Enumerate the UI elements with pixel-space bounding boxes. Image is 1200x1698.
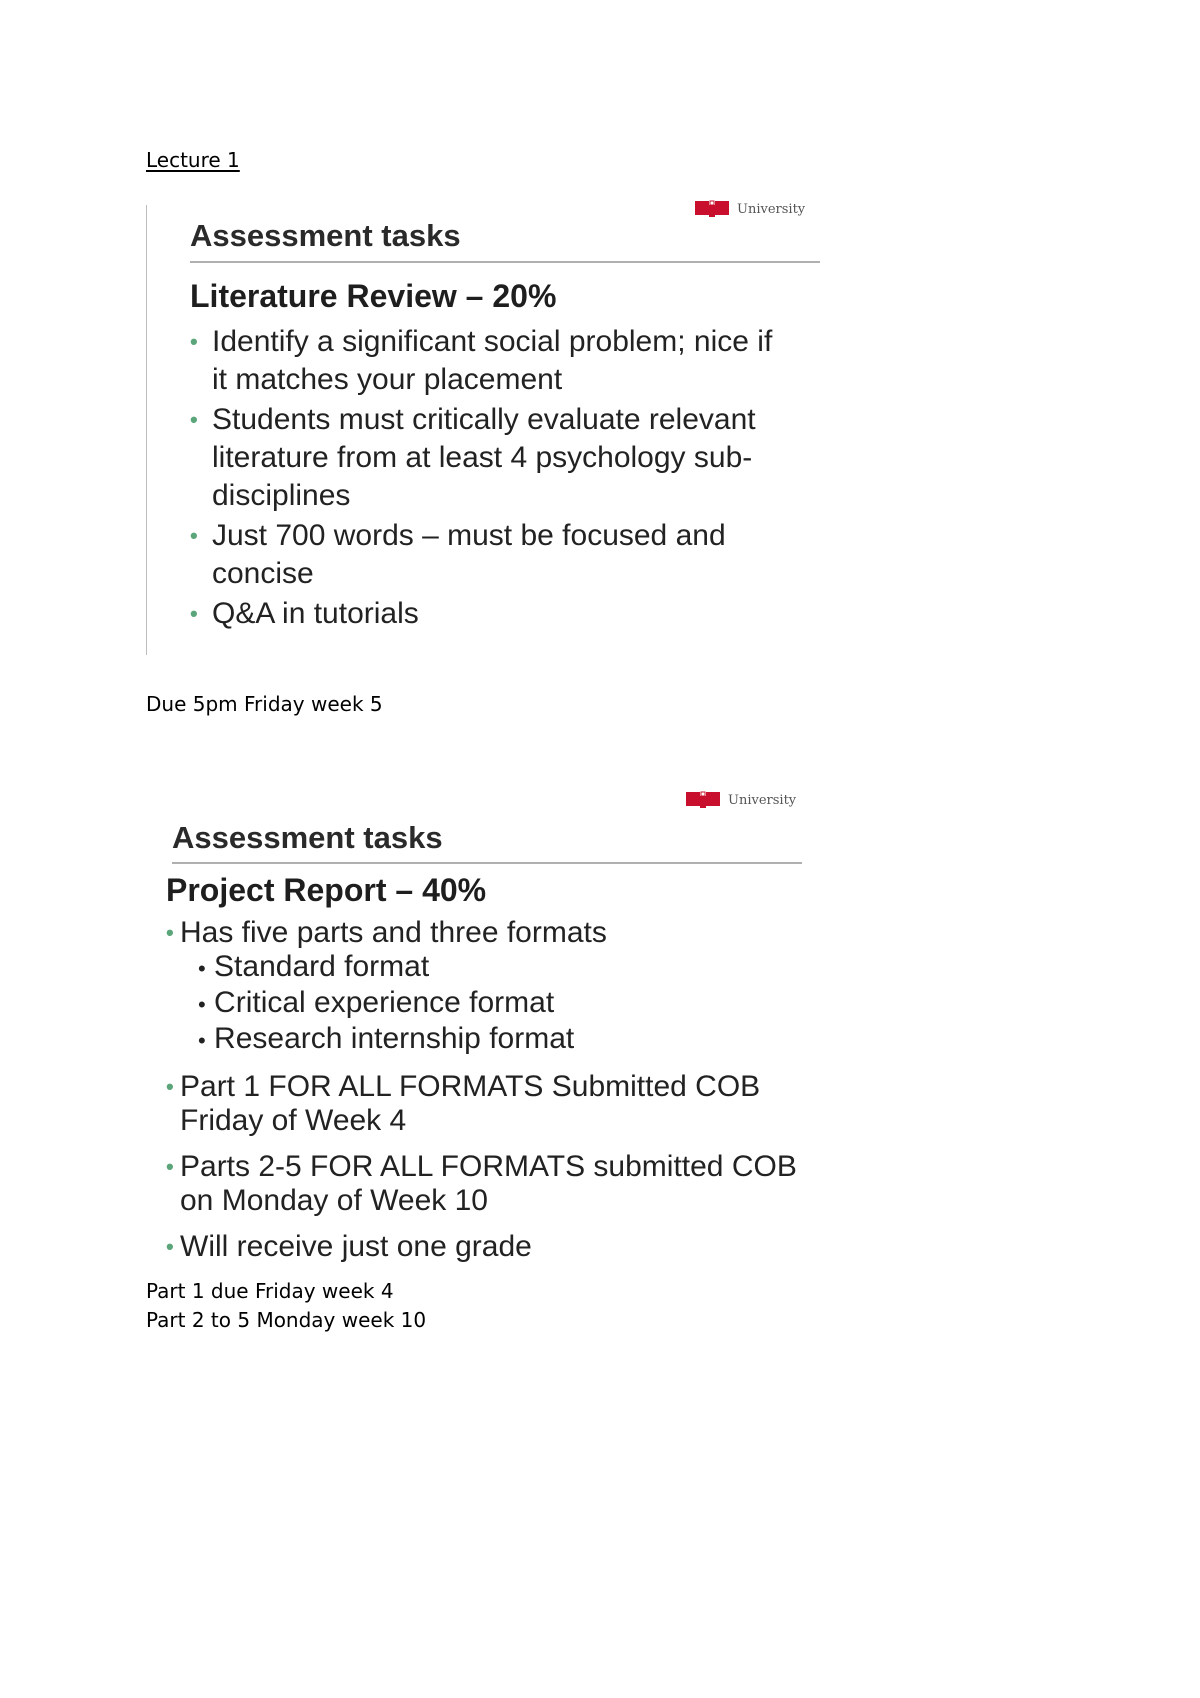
bullet-list: [190, 323, 772, 635]
list-item: [190, 517, 772, 593]
slide-project-report: [150, 790, 830, 1265]
logo-text: University: [737, 201, 806, 217]
sub-list-item: [166, 1022, 797, 1058]
title-divider: [190, 261, 820, 263]
bullet-line: Identify a significant social problem; nice if: [212, 325, 773, 358]
bullet-line: Part 1 FOR ALL FORMATS Submitted COB: [180, 1070, 761, 1103]
bullet-line: Q&A in tutorials: [212, 597, 419, 630]
slide-title: Assessment tasks: [172, 820, 443, 855]
university-logo: [686, 790, 796, 810]
bullet-icon: •: [166, 1234, 174, 1259]
list-item: [166, 1230, 797, 1264]
list-item: [166, 916, 797, 950]
slide-subtitle: Literature Review – 20%: [190, 278, 557, 314]
list-item: [190, 401, 772, 515]
bullet-icon: •: [166, 1074, 174, 1099]
list-item: [190, 323, 772, 399]
university-crest-icon: [695, 199, 729, 219]
bullet-list: [166, 916, 797, 1276]
bullet-line: Has five parts and three formats: [180, 916, 607, 949]
sub-list-item: [166, 986, 797, 1022]
due-note-parts-2-5: Part 2 to 5 Monday week 10: [146, 1308, 427, 1332]
sub-list-container: [166, 950, 797, 1058]
bullet-line: literature from at least 4 psychology sub-: [212, 441, 753, 474]
slide-title: Assessment tasks: [190, 218, 461, 253]
bullet-icon: •: [190, 601, 198, 626]
sub-bullet-icon: •: [198, 992, 206, 1017]
list-item: [190, 595, 772, 633]
sub-bullet-icon: •: [198, 1028, 206, 1053]
bullet-icon: •: [190, 523, 198, 548]
title-divider: [172, 862, 802, 864]
document-heading: Lecture 1: [146, 148, 240, 172]
bullet-line: Friday of Week 4: [180, 1104, 407, 1137]
sub-bullet-text: Research internship format: [214, 1022, 575, 1055]
bullet-line: on Monday of Week 10: [180, 1184, 488, 1217]
slide-literature-review: [146, 201, 827, 655]
sub-bullet-icon: •: [198, 956, 206, 981]
sub-bullet-text: Standard format: [214, 950, 430, 983]
list-item: [166, 1070, 797, 1138]
bullet-line: concise: [212, 557, 314, 590]
due-note-part-1: Part 1 due Friday week 4: [146, 1279, 394, 1303]
slide-subtitle: Project Report – 40%: [166, 872, 487, 908]
bullet-icon: •: [166, 920, 174, 945]
bullet-line: Will receive just one grade: [180, 1230, 532, 1263]
bullet-icon: •: [190, 407, 198, 432]
sub-bullet-text: Critical experience format: [214, 986, 555, 1019]
logo-text: University: [728, 792, 797, 808]
bullet-line: Students must critically evaluate relevant: [212, 403, 756, 436]
bullet-line: Parts 2-5 FOR ALL FORMATS submitted COB: [180, 1150, 797, 1183]
list-item: [166, 1150, 797, 1218]
bullet-line: it matches your placement: [212, 363, 563, 396]
bullet-line: Just 700 words – must be focused and: [212, 519, 726, 552]
university-logo: [695, 199, 805, 219]
university-crest-icon: [686, 790, 720, 810]
sub-list-item: [166, 950, 797, 986]
bullet-icon: •: [190, 329, 198, 354]
sub-bullet-list: [166, 950, 797, 1058]
bullet-icon: •: [166, 1154, 174, 1179]
due-note-literature-review: Due 5pm Friday week 5: [146, 692, 383, 716]
bullet-line: disciplines: [212, 479, 351, 512]
